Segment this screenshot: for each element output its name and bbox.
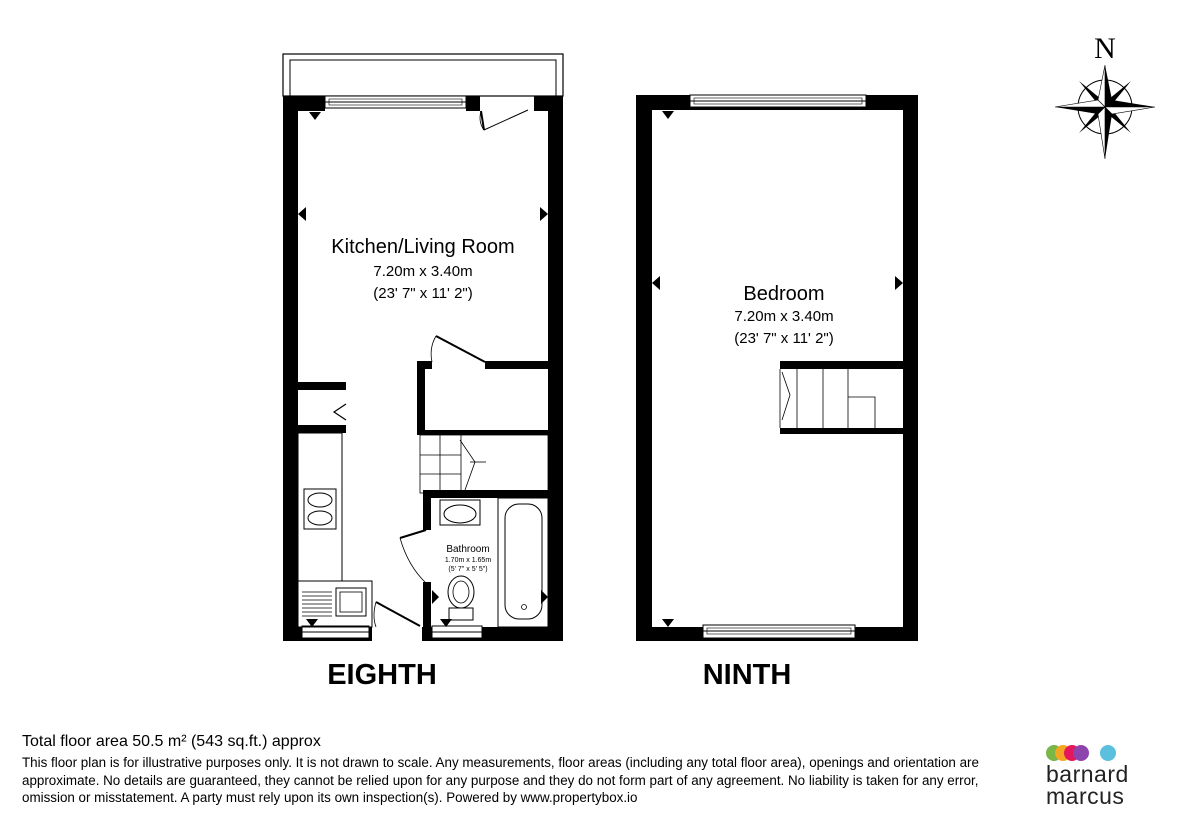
- logo-wordmark: [1046, 763, 1166, 807]
- stair-wall-bottom: [780, 428, 903, 434]
- ninth-wall-left: [636, 95, 652, 641]
- bathroom-name: Bathroom: [446, 544, 490, 555]
- logo-dot-blue: [1100, 745, 1116, 761]
- bathroom-wall-left-lower: [423, 582, 431, 627]
- wall-left: [283, 96, 298, 641]
- logo-line-2: marcus: [1046, 783, 1125, 809]
- stairs-eighth: [420, 435, 548, 493]
- footer: [22, 732, 982, 807]
- eighth-floor-label: EIGHTH: [327, 659, 437, 691]
- toilet-cistern: [449, 608, 473, 620]
- compass-highlight-w: [1055, 100, 1105, 107]
- bedroom-name: Bedroom: [743, 283, 825, 305]
- front-door-opening: [372, 626, 422, 642]
- bath-inner: [505, 504, 542, 619]
- wall-top-right: [534, 96, 563, 111]
- logo-dot-purple: [1073, 745, 1089, 761]
- kitchen-living-room-name: Kitchen/Living Room: [331, 236, 515, 258]
- disclaimer-text: This floor plan is for illustrative purposes only. It is not drawn to scale. Any measurements, floor areas (including any total floor area), openings and orientation are approximate. No details are guaranteed, they cannot be relied upon for any purpose and they do not form part of any agreement. No liability is taken for any error, omission or misstatement. A party must rely upon its own inspection(s). Powered by www.propertybox.io: [22, 755, 979, 805]
- stair-wall-top: [780, 361, 903, 369]
- barnard-marcus-logo: [1046, 745, 1166, 807]
- basin-bowl: [444, 505, 476, 523]
- bath-plug: [522, 605, 527, 610]
- kitchen-living-room-imperial: (23' 7" x 11' 2"): [373, 285, 473, 302]
- front-door: [376, 602, 420, 626]
- cupboard-wall-bottom: [298, 425, 346, 433]
- hob: [304, 489, 336, 529]
- store-wall-bottom: [417, 430, 548, 435]
- bathroom-metric: 1.70m x 1.65m: [444, 557, 492, 564]
- ninth-floor-plan: [636, 95, 918, 641]
- bathroom-door-arc: [400, 538, 426, 583]
- total-floor-area: Total floor area 50.5 m² (543 sq.ft.) approx: [22, 733, 321, 750]
- store-wall-left: [417, 361, 425, 433]
- store-door: [436, 336, 485, 362]
- store-wall-top: [485, 361, 548, 369]
- store-wall-top-left: [417, 361, 432, 369]
- cupboard-door: [334, 404, 346, 420]
- compass-highlight-e: [1105, 107, 1155, 114]
- front-door-arc: [374, 602, 376, 627]
- kitchen-living-room-metric: 7.20m x 3.40m: [373, 263, 473, 280]
- ninth-floor-label: NINTH: [702, 659, 792, 691]
- compass-rose: [1055, 65, 1155, 159]
- logo-dots: [1046, 745, 1166, 763]
- hob-ring-2: [308, 511, 332, 525]
- drainer: [302, 592, 332, 616]
- wall-top-left: [283, 96, 325, 111]
- wall-right: [548, 96, 563, 641]
- stairs-ninth: [780, 369, 875, 428]
- bathroom-imperial: (5' 7" x 5' 5"): [448, 566, 488, 573]
- eighth-floor-plan: [283, 54, 563, 642]
- bathroom-door: [400, 530, 426, 538]
- basin: [440, 500, 480, 525]
- bathroom-wall-left: [423, 490, 431, 530]
- bedroom-imperial: (23' 7" x 11' 2"): [734, 330, 834, 347]
- cupboard-wall-top: [298, 382, 346, 390]
- wall-top-mid: [466, 96, 480, 111]
- balcony-door-swing: [484, 110, 528, 130]
- bathroom-wall-top: [423, 490, 548, 498]
- sink-bowl: [340, 592, 362, 612]
- compass-north-label: N: [1094, 32, 1116, 65]
- logo-line-1: barnard: [1046, 761, 1129, 787]
- bedroom-metric: 7.20m x 3.40m: [734, 308, 834, 325]
- hob-ring-1: [308, 493, 332, 507]
- store-door-arc: [431, 336, 436, 362]
- ninth-wall-right: [903, 95, 918, 641]
- toilet-seat: [453, 581, 469, 603]
- balcony-inner: [290, 60, 556, 96]
